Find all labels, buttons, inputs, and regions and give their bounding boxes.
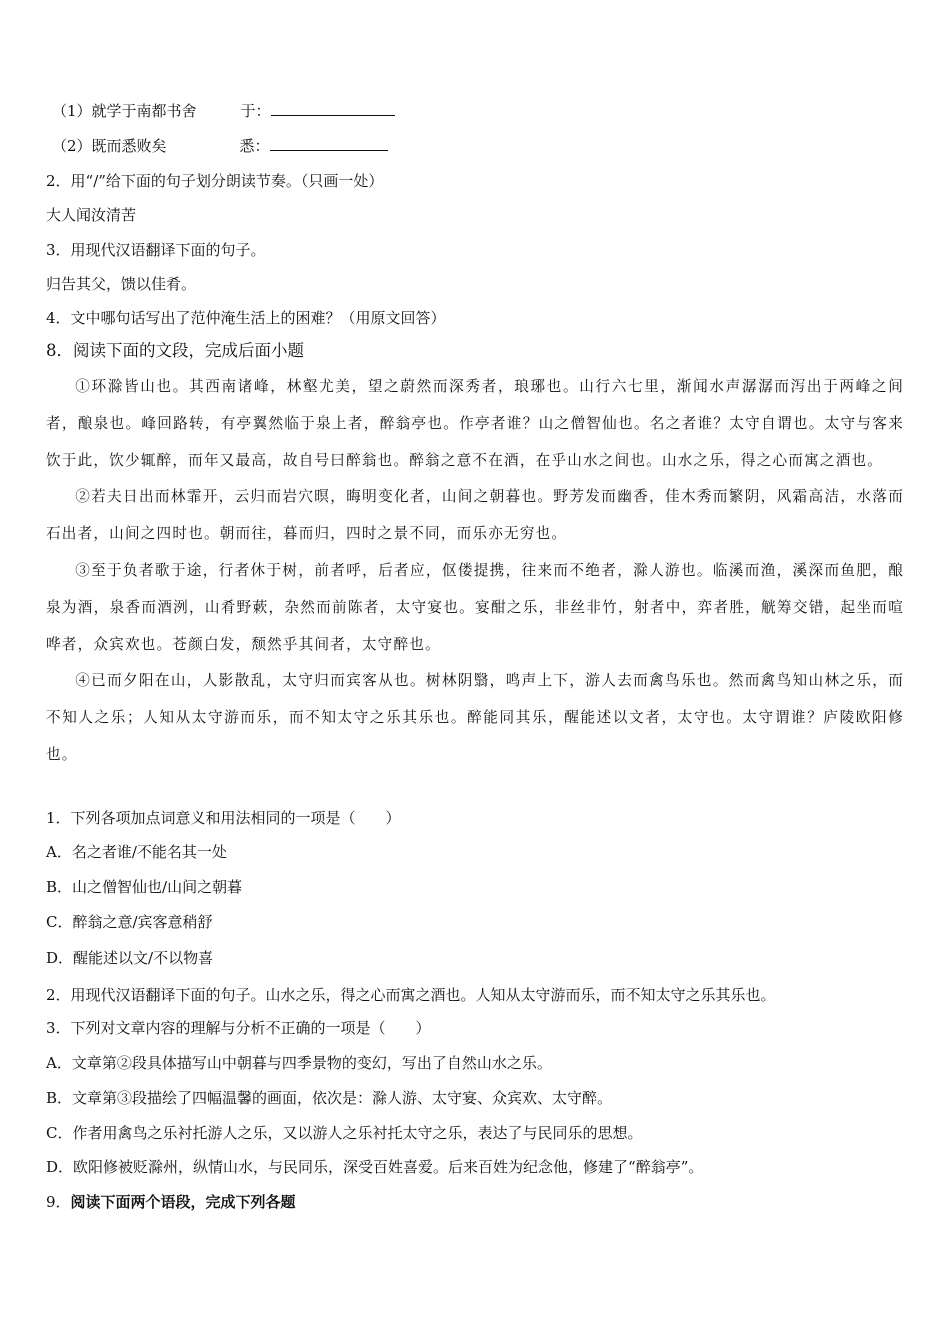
q7-item3-sentence: 归告其父，馈以佳肴。 bbox=[46, 275, 197, 293]
q8-q1-option-a[interactable]: A．名之者谁/不能名其一处 bbox=[46, 843, 227, 861]
q8-q1-option-d[interactable]: D．醒能述以文/不以物喜 bbox=[46, 949, 214, 967]
q8-paragraph-4: ④已而夕阳在山，人影散乱，太守归而宾客从也。树林阴翳，鸣声上下，游人去而禽鸟乐也。然而禽鸟知山林之乐，而不知人之乐；人知从太守游而乐，而不知太守之乐其乐也。醉能同其乐，醒能述以文者，太守也。太守谓谁？庐陵欧阳修也。 bbox=[46, 672, 904, 763]
q8-paragraph-1: ①环滁皆山也。其西南诸峰，林壑尤美，望之蔚然而深秀者，琅琊也。山行六七里，渐闻水声潺潺而泻出于两峰之间者，酿泉也。峰回路转，有亭翼然临于泉上者，醉翁亭也。作亭者谁？山之僧智仙也。名之者谁？太守自谓也。太守与客来饮于此，饮少辄醉，而年又最高，故自号曰醉翁也。醉翁之意不在酒，在乎山水之间也。山水之乐，得之心而寓之酒也。 bbox=[46, 378, 904, 469]
q8-question-1: 1．下列各项加点词意义和用法相同的一项是（ ） bbox=[46, 809, 401, 827]
q9-number: 9． bbox=[46, 1193, 71, 1211]
q7-sub1-text: （1）就学于南都书舍 bbox=[52, 102, 197, 120]
q7-sub1-answer-blank[interactable] bbox=[271, 101, 395, 116]
q8-q3-option-b[interactable]: B．文章第③段描绘了四幅温馨的画面，依次是：滁人游、太守宴、众宾欢、太守醉。 bbox=[46, 1089, 613, 1107]
q7-sub1-target: 于： bbox=[240, 102, 271, 120]
q7-sub2 bbox=[52, 136, 388, 156]
q7-item2: 2．用“/”给下面的句子划分朗读节奏。（只画一处） bbox=[46, 172, 384, 190]
q7-item4: 4．文中哪句话写出了范仲淹生活上的困难？（用原文回答） bbox=[46, 309, 446, 327]
q8-question-2: 2．用现代汉语翻译下面的句子。山水之乐，得之心而寓之酒也。人知从太守游而乐，而不知太守之乐其乐也。 bbox=[46, 986, 776, 1004]
q8-paragraph-2: ②若夫日出而林霏开，云归而岩穴暝，晦明变化者，山间之朝暮也。野芳发而幽香，佳木秀而繁阴，风霜高洁，水落而石出者，山间之四时也。朝而往，暮而归，四时之景不同，而乐亦无穷也。 bbox=[46, 488, 904, 543]
q9-heading: 阅读下面两个语段，完成下列各题 bbox=[70, 1193, 296, 1211]
q7-sub2-text: （2）既而悉败矣 bbox=[52, 137, 167, 155]
q8-q1-option-c[interactable]: C．醉翁之意/宾客意稍舒 bbox=[46, 913, 213, 931]
q7-item2-sentence: 大人闻汝清苦 bbox=[46, 206, 137, 224]
q8-heading: 8．阅读下面的文段，完成后面小题 bbox=[46, 341, 304, 360]
q8-question-3: 3．下列对文章内容的理解与分析不正确的一项是（ ） bbox=[46, 1019, 431, 1037]
q7-sub1 bbox=[52, 101, 395, 121]
q7-item3: 3．用现代汉语翻译下面的句子。 bbox=[46, 241, 266, 259]
q8-q3-option-c[interactable]: C．作者用禽鸟之乐衬托游人之乐，又以游人之乐衬托太守之乐，表达了与民同乐的思想。 bbox=[46, 1124, 643, 1142]
q7-sub2-answer-blank[interactable] bbox=[270, 136, 388, 151]
q9-heading-line bbox=[46, 1192, 296, 1212]
q8-paragraph-3: ③至于负者歌于途，行者休于树，前者呼，后者应，伛偻提携，往来而不绝者，滁人游也。临溪而渔，溪深而鱼肥，酿泉为酒，泉香而酒洌，山肴野蔌，杂然而前陈者，太守宴也。宴酣之乐，非丝非竹，射者中，弈者胜，觥筹交错，起坐而喧哗者，众宾欢也。苍颜白发，颓然乎其间者，太守醉也。 bbox=[46, 561, 904, 653]
q8-q1-option-b[interactable]: B．山之僧智仙也/山间之朝暮 bbox=[46, 878, 243, 896]
q8-q3-option-a[interactable]: A．文章第②段具体描写山中朝暮与四季景物的变幻，写出了自然山水之乐。 bbox=[46, 1054, 552, 1072]
q8-passage bbox=[46, 369, 904, 774]
q8-q3-option-d[interactable]: D．欧阳修被贬滁州，纵情山水，与民同乐，深受百姓喜爱。后来百姓为纪念他，修建了“醉翁亭”。 bbox=[46, 1158, 704, 1176]
q7-sub2-target: 悉： bbox=[239, 137, 270, 155]
